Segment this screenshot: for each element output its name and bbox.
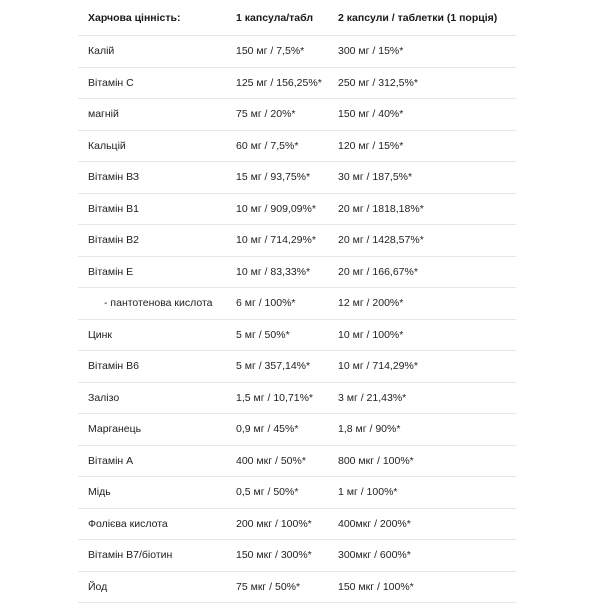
one-capsule-value: 5 мг / 50%* [234, 329, 332, 341]
table-row [78, 320, 516, 352]
nutrient-name: Вітамін ВЗ [78, 171, 234, 183]
two-capsules-value: 1,8 мг / 90%* [332, 423, 516, 435]
two-capsules-value: 300 мг / 15%* [332, 45, 516, 57]
nutrient-name: Вітамін Е [78, 266, 234, 278]
nutrient-name: Фолієва кислота [78, 518, 234, 530]
two-capsules-value: 300мкг / 600%* [332, 549, 516, 561]
table-header-row [78, 0, 516, 36]
two-capsules-value: 3 мг / 21,43%* [332, 392, 516, 404]
table-row [78, 446, 516, 478]
nutrient-name: Цинк [78, 329, 234, 341]
one-capsule-value: 10 мг / 83,33%* [234, 266, 332, 278]
two-capsules-value: 10 мг / 714,29%* [332, 360, 516, 372]
header-nutrient: Харчова цінність: [78, 12, 234, 24]
one-capsule-value: 15 мг / 93,75%* [234, 171, 332, 183]
nutrient-name: Марганець [78, 423, 234, 435]
nutrient-name: Вітамін В2 [78, 234, 234, 246]
one-capsule-value: 6 мг / 100%* [234, 297, 332, 309]
two-capsules-value: 400мкг / 200%* [332, 518, 516, 530]
two-capsules-value: 150 мкг / 100%* [332, 581, 516, 593]
nutrient-name: Вітамін В6 [78, 360, 234, 372]
header-two-capsules: 2 капсули / таблетки (1 порція) [332, 12, 516, 24]
table-row [78, 414, 516, 446]
two-capsules-value: 20 мг / 1818,18%* [332, 203, 516, 215]
one-capsule-value: 60 мг / 7,5%* [234, 140, 332, 152]
nutrient-name: Вітамін А [78, 455, 234, 467]
one-capsule-value: 400 мкг / 50%* [234, 455, 332, 467]
one-capsule-value: 0,5 мг / 50%* [234, 486, 332, 498]
table-row [78, 288, 516, 320]
nutrient-name: Вітамін В1 [78, 203, 234, 215]
one-capsule-value: 5 мг / 357,14%* [234, 360, 332, 372]
table-row [78, 540, 516, 572]
table-row [78, 383, 516, 415]
table-row [78, 194, 516, 226]
two-capsules-value: 20 мг / 1428,57%* [332, 234, 516, 246]
nutrient-name: Йод [78, 581, 234, 593]
table-body [78, 36, 516, 603]
table-row [78, 68, 516, 100]
two-capsules-value: 1 мг / 100%* [332, 486, 516, 498]
one-capsule-value: 150 мкг / 300%* [234, 549, 332, 561]
one-capsule-value: 150 мг / 7,5%* [234, 45, 332, 57]
one-capsule-value: 200 мкг / 100%* [234, 518, 332, 530]
nutrient-name: Калій [78, 45, 234, 57]
one-capsule-value: 0,9 мг / 45%* [234, 423, 332, 435]
table-row [78, 257, 516, 289]
one-capsule-value: 125 мг / 156,25%* [234, 77, 332, 89]
one-capsule-value: 75 мг / 20%* [234, 108, 332, 120]
two-capsules-value: 30 мг / 187,5%* [332, 171, 516, 183]
one-capsule-value: 10 мг / 714,29%* [234, 234, 332, 246]
nutrient-name: Залізо [78, 392, 234, 404]
header-one-capsule: 1 капсула/табл [234, 12, 332, 24]
table-row [78, 351, 516, 383]
nutrient-name: магній [78, 108, 234, 120]
table-row [78, 477, 516, 509]
table-row [78, 225, 516, 257]
two-capsules-value: 12 мг / 200%* [332, 297, 516, 309]
table-row [78, 162, 516, 194]
nutrient-name: Вітамін С [78, 77, 234, 89]
table-row [78, 509, 516, 541]
two-capsules-value: 250 мг / 312,5%* [332, 77, 516, 89]
one-capsule-value: 75 мкг / 50%* [234, 581, 332, 593]
one-capsule-value: 1,5 мг / 10,71%* [234, 392, 332, 404]
one-capsule-value: 10 мг / 909,09%* [234, 203, 332, 215]
two-capsules-value: 10 мг / 100%* [332, 329, 516, 341]
table-row [78, 99, 516, 131]
table-row [78, 572, 516, 603]
nutrient-name: Вітамін В7/біотин [78, 549, 234, 561]
table-row [78, 131, 516, 163]
nutrition-table [78, 0, 516, 603]
table-row [78, 36, 516, 68]
two-capsules-value: 120 мг / 15%* [332, 140, 516, 152]
nutrient-name: - пантотенова кислота [78, 297, 234, 309]
nutrient-name: Кальцій [78, 140, 234, 152]
two-capsules-value: 150 мг / 40%* [332, 108, 516, 120]
two-capsules-value: 800 мкг / 100%* [332, 455, 516, 467]
two-capsules-value: 20 мг / 166,67%* [332, 266, 516, 278]
nutrient-name: Мідь [78, 486, 234, 498]
